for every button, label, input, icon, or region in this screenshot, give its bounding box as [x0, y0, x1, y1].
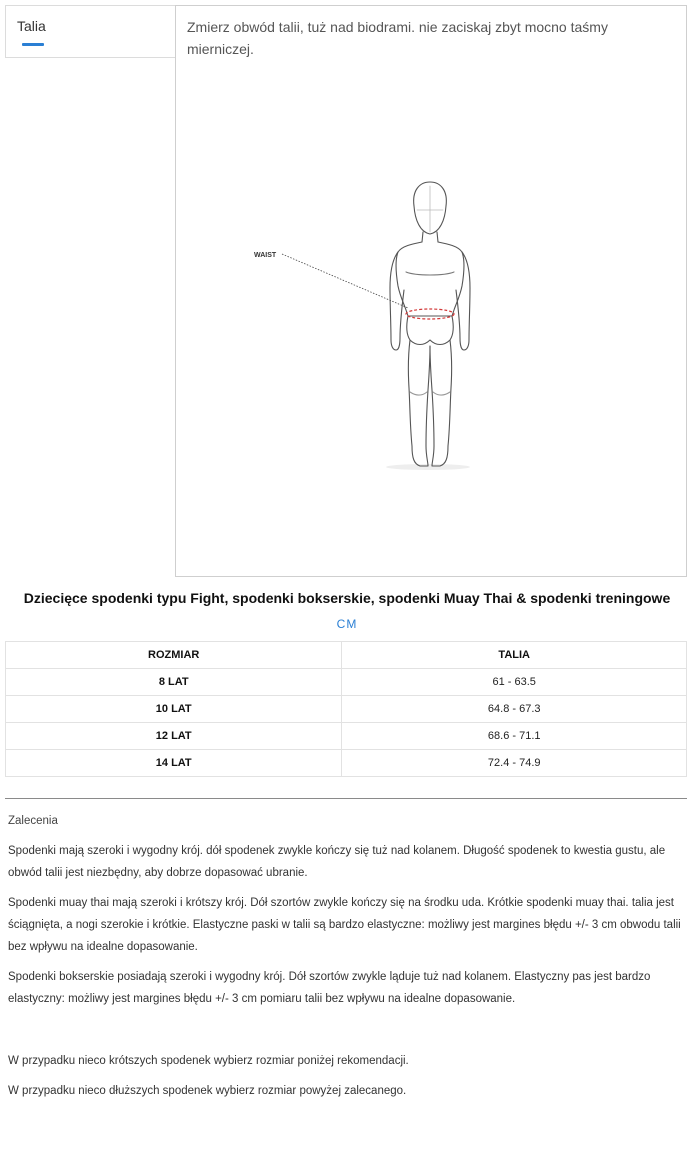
- left-arm: [390, 252, 404, 350]
- child-body-illustration: [176, 6, 686, 576]
- waist-cell: 61 - 63.5: [342, 669, 687, 696]
- size-tip: W przypadku nieco krótszych spodenek wybierz rozmiar poniżej rekomendacji.: [8, 1055, 409, 1067]
- unit-toggle-cm[interactable]: CM: [336, 617, 358, 631]
- table-row: [6, 750, 687, 777]
- size-cell: 8 LAT: [6, 669, 342, 696]
- size-table: [5, 641, 687, 777]
- waist-label: WAIST: [254, 252, 277, 259]
- size-tip: W przypadku nieco dłuższych spodenek wybierz rozmiar powyżej zalecanego.: [8, 1085, 407, 1097]
- spacer: [8, 1018, 692, 1050]
- recommendations-heading: Zalecenia: [8, 815, 58, 827]
- right-arm: [456, 252, 470, 350]
- waist-tape: [406, 309, 454, 319]
- recommendation-paragraph: Spodenki mają szeroki i wygodny krój. dół spodenek zwykle kończy się tuż nad kolanem. Długość spodenek to kwestia gustu, ale obwód talii jest niezbędny, aby dobrze dopasować ubranie.: [8, 845, 666, 879]
- size-cell: 10 LAT: [6, 696, 342, 723]
- waist-pointer-line: [282, 254, 408, 308]
- recommendations-section: [8, 810, 692, 1110]
- right-leg: [430, 340, 452, 466]
- table-row: [6, 696, 687, 723]
- column-header-waist: TALIA: [342, 642, 687, 669]
- tab-waist[interactable]: [5, 5, 175, 58]
- size-cell: 14 LAT: [6, 750, 342, 777]
- size-chart-title: Dziecięce spodenki typu Fight, spodenki bokserskie, spodenki Muay Thai & spodenki treningowe: [23, 590, 671, 606]
- measure-instruction: Zmierz obwód talii, tuż nad biodrami. nie zaciskaj zbyt mocno taśmy mierniczej.: [187, 19, 608, 57]
- tab-label: Talia: [17, 18, 46, 34]
- recommendation-paragraph: Spodenki muay thai mają szeroki i krótszy krój. Dół szortów zwykle kończy się na środku uda. Krótkie spodenki muay thai. talia jest ściągnięta, a nogi szerokie i krótkie. Elastyczne paski w talii są bardzo elastyczne: możliwy jest margines błędu +/- 3 cm obwodu talii bez wpływu na idealne dopasowanie.: [8, 897, 681, 953]
- column-header-size: ROZMIAR: [6, 642, 342, 669]
- table-row: [6, 669, 687, 696]
- section-divider: [5, 798, 687, 799]
- waist-cell: 64.8 - 67.3: [342, 696, 687, 723]
- table-row: [6, 723, 687, 750]
- waist-cell: 68.6 - 71.1: [342, 723, 687, 750]
- table-header-row: [6, 642, 687, 669]
- active-tab-indicator: [22, 43, 44, 46]
- recommendation-paragraph: Spodenki bokserskie posiadają szeroki i wygodny krój. Dół szortów zwykle ląduje tuż nad kolanem. Elastyczny pas jest bardzo elastyczny: możliwy jest margines błędu +/- 3 cm pomiaru talii bez wpływu na idealne dopasowanie.: [8, 971, 651, 1005]
- waist-cell: 72.4 - 74.9: [342, 750, 687, 777]
- measurement-panel: [175, 5, 687, 577]
- torso: [396, 242, 464, 316]
- size-cell: 12 LAT: [6, 723, 342, 750]
- left-leg: [408, 340, 430, 466]
